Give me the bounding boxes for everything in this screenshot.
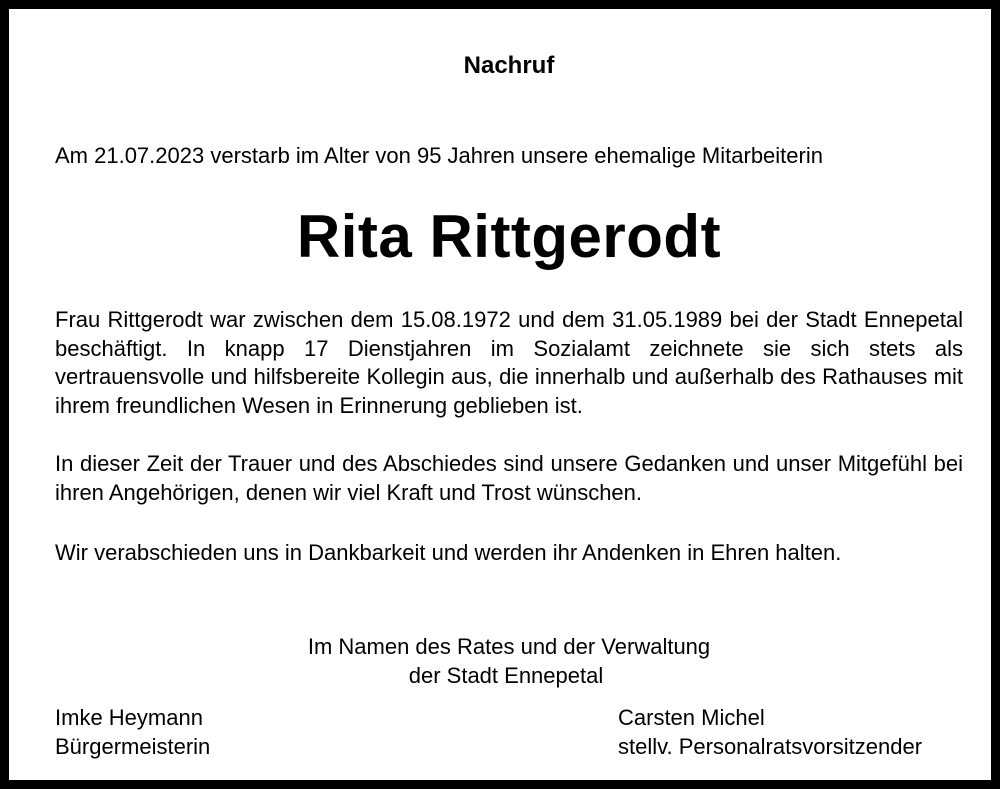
signatory-role: stellv. Personalratsvorsitzender <box>618 734 923 759</box>
signatory-name: Carsten Michel <box>618 705 765 730</box>
notice-heading: Nachruf <box>463 52 555 79</box>
closing-line-2: der Stadt Ennepetal <box>408 663 604 688</box>
paragraph-condolence: In dieser Zeit der Trauer und des Abschiedes sind unsere Gedanken und unser Mitgefühl bei ihren Angehörigen, denen wir viel Kraft und Trost wünschen. <box>55 451 963 505</box>
signatory-right <box>618 703 922 761</box>
paragraph-career: Frau Rittgerodt war zwischen dem 15.08.1972 und dem 31.05.1989 bei der Stadt Ennepetal beschäftigt. In knapp 17 Dienstjahren im Sozialamt zeichnete sie sich stets als vertrauensvolle und hilfsbereite Kollegin aus, die innerhalb und außerhalb des Rathauses mit ihrem freundlichen Wesen in Erinnerung geblieben ist. <box>55 307 963 419</box>
signatory-left <box>55 703 210 761</box>
closing-line-1: Im Namen des Rates und der Verwaltung <box>307 634 711 659</box>
closing-block <box>9 632 1000 690</box>
signatory-role: Bürgermeisterin <box>55 734 211 759</box>
signatory-name: Imke Heymann <box>55 705 203 730</box>
deceased-name: Rita Rittgerodt <box>296 203 722 270</box>
intro-text: Am 21.07.2023 verstarb im Alter von 95 Jahren unsere ehemalige Mitarbeiterin <box>55 143 823 168</box>
paragraph-farewell: Wir verabschieden uns in Dankbarkeit und werden ihr Andenken in Ehren halten. <box>55 540 842 565</box>
